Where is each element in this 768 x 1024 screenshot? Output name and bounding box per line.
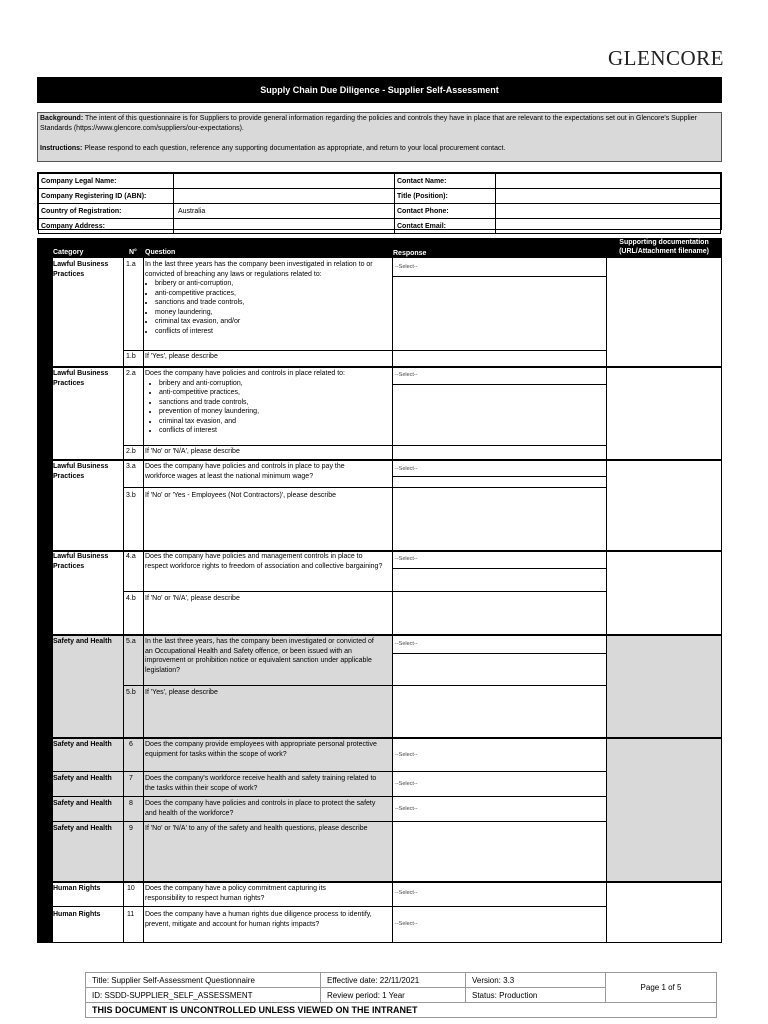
questionnaire-grid	[37, 238, 722, 943]
intro-box	[37, 112, 722, 162]
company-address-field[interactable]	[174, 219, 395, 234]
number-q5a: 5.a	[126, 638, 136, 645]
contact-name-label: Contact Name:	[395, 174, 496, 189]
question-q6: Does the company provide employees with appropriate personal protective equipment for tasks within the scope of work?	[145, 741, 377, 758]
title-position-field[interactable]	[496, 189, 721, 204]
supporting-doc-q1[interactable]	[607, 259, 721, 366]
number-q1a: 1.a	[126, 261, 136, 268]
response-select-q3a[interactable]: --Select--	[395, 466, 418, 472]
category-q6: Safety and Health	[53, 741, 112, 748]
footer-effective-date: Effective date: 22/11/2021	[321, 973, 466, 988]
country-field[interactable]: Australia	[174, 204, 395, 219]
question-q8: Does the company have policies and controls in place to protect the safety and health of the workforce?	[145, 800, 376, 817]
glencore-logo: GLENCORE	[608, 46, 724, 70]
footer-title: Title: Supplier Self-Assessment Questionnaire	[86, 973, 321, 988]
title-position-label: Title (Position):	[395, 189, 496, 204]
q2a-bullet-list: • bribery and anti-corruption, • anti-competitive practices, • sanctions and trade controls, • prevention of money laundering, • criminal tax evasion, and • conflicts of interest	[145, 379, 391, 436]
response-select-q2a[interactable]: --Select--	[395, 372, 418, 378]
response-text-q4b[interactable]	[393, 569, 606, 634]
question-q1a: In the last three years has the company been investigated in relation to or convicted of breaching any laws or regulations related to: • bribery or anti-corruption, • anti-competitive practices, • sanctions and trade controls, • money laundering, • criminal tax evasion, and/or • conflicts of interest	[145, 260, 391, 336]
response-select-q11[interactable]: --Select--	[395, 921, 418, 927]
number-q5b: 5.b	[126, 689, 136, 696]
question-q2a: Does the company have policies and controls in place related to: • bribery and anti-corruption, • anti-competitive practices, • sanctions and trade controls, • prevention of money laundering, • criminal tax evasion, and • conflicts of interest	[145, 369, 391, 436]
document-title: Supply Chain Due Diligence - Supplier Self-Assessment	[37, 77, 722, 103]
supporting-doc-q10-q11[interactable]	[607, 883, 721, 942]
number-q1b: 1.b	[126, 353, 136, 360]
response-select-q10[interactable]: --Select--	[395, 890, 418, 896]
category-q7: Safety and Health	[53, 775, 112, 782]
header-supporting-documentation: Supporting documentation (URL/Attachment filename)	[619, 239, 709, 255]
question-q1b: If 'Yes', please describe	[145, 353, 218, 360]
question-q4a: Does the company have policies and management controls in place to respect workforce rights to freedom of association and collective bargaining?	[145, 553, 383, 570]
question-q4b: If 'No' or 'N/A', please describe	[145, 595, 240, 602]
supporting-doc-q2[interactable]	[607, 368, 721, 459]
category-q5: Safety and Health	[53, 638, 112, 645]
instructions-paragraph: Instructions: Please respond to each question, reference any supporting documentation as appropriate, and return to your local procurement contact.	[40, 145, 506, 152]
category-q3: Lawful Business Practices	[53, 463, 109, 480]
number-q11: 11	[127, 911, 135, 918]
number-q2a: 2.a	[126, 370, 136, 377]
company-address-label: Company Address:	[39, 219, 174, 234]
question-q5a: In the last three years, has the company been investigated or convicted of an Occupational Health and Safety offence, or been issued with an improvement or prohibition notice or equivalent sanction under applicable legislation?	[145, 638, 374, 674]
category-q8: Safety and Health	[53, 800, 112, 807]
header-number: N°	[129, 249, 137, 256]
document-footer	[85, 972, 717, 1017]
supporting-doc-q5[interactable]	[607, 636, 721, 737]
q1a-bullet-list: • bribery or anti-corruption, • anti-competitive practices, • sanctions and trade controls, • money laundering, • criminal tax evasion, and/or • conflicts of interest	[145, 279, 391, 336]
question-q3b: If 'No' or 'Yes - Employees (Not Contractors)', please describe	[145, 492, 337, 499]
supporting-doc-q3[interactable]	[607, 461, 721, 550]
response-select-q1a[interactable]: --Select--	[395, 264, 418, 270]
response-text-q3b[interactable]	[393, 477, 606, 550]
background-paragraph: Background: The intent of this questionnaire is for Suppliers to provide general information regarding the policies and controls they have in place that are relevant to the expectations set out in Glencore's Supplier Standards (https://www.glencore.com/suppliers/our-expectations).	[40, 115, 697, 132]
number-q9: 9	[129, 825, 133, 832]
footer-review-period: Review period: 1 Year	[321, 988, 466, 1003]
supporting-doc-q4[interactable]	[607, 552, 721, 634]
response-text-q1b[interactable]	[393, 277, 606, 366]
contact-email-field[interactable]	[496, 219, 721, 234]
question-q10: Does the company have a policy commitment capturing its responsibility to respect human rights?	[145, 885, 326, 902]
response-text-q9[interactable]	[393, 822, 606, 881]
contact-phone-label: Contact Phone:	[395, 204, 496, 219]
supporting-doc-q6-q9[interactable]	[607, 738, 721, 881]
company-legal-name-label: Company Legal Name:	[39, 174, 174, 189]
category-q10: Human Rights	[53, 885, 101, 892]
question-q3a: Does the company have policies and controls in place to pay the workforce wages at least the national minimum wage?	[145, 463, 345, 480]
number-q6: 6	[129, 741, 133, 748]
number-q4a: 4.a	[126, 553, 136, 560]
footer-version: Version: 3.3	[466, 973, 606, 988]
response-select-q6[interactable]: --Select--	[395, 752, 418, 758]
country-label: Country of Registration:	[39, 204, 174, 219]
response-text-q5b[interactable]	[393, 654, 606, 737]
contact-name-field[interactable]	[496, 174, 721, 189]
company-registering-id-field[interactable]	[174, 189, 395, 204]
header-response: Response	[393, 250, 427, 257]
number-q10: 10	[127, 885, 135, 892]
footer-status: Status: Production	[466, 988, 606, 1003]
company-legal-name-field[interactable]	[174, 174, 395, 189]
response-select-q7[interactable]: --Select--	[395, 781, 418, 787]
footer-uncontrolled-notice: THIS DOCUMENT IS UNCONTROLLED UNLESS VIEWED ON THE INTRANET	[86, 1003, 717, 1018]
header-question: Question	[145, 249, 176, 256]
response-select-q8[interactable]: --Select--	[395, 806, 418, 812]
category-q2: Lawful Business Practices	[53, 370, 109, 387]
question-q5b: If 'Yes', please describe	[145, 689, 218, 696]
footer-page-number: Page 1 of 5	[606, 973, 717, 1003]
question-q11: Does the company have a human rights due diligence process to identify, prevent, mitigate and account for human rights impacts?	[145, 911, 372, 928]
response-select-q5a[interactable]: --Select--	[395, 641, 418, 647]
number-q3b: 3.b	[126, 492, 136, 499]
number-q4b: 4.b	[126, 595, 136, 602]
question-q7: Does the company's workforce receive health and safety training related to the tasks within their scope of work?	[145, 775, 377, 792]
contact-email-label: Contact Email:	[395, 219, 496, 234]
response-select-q4a[interactable]: --Select--	[395, 556, 418, 562]
category-q1: Lawful Business Practices	[53, 261, 109, 278]
company-registering-id-label: Company Registering ID (ABN):	[39, 189, 174, 204]
category-q11: Human Rights	[53, 911, 101, 918]
response-text-q2b[interactable]	[393, 385, 606, 459]
company-info-table	[37, 172, 722, 230]
header-category: Category	[53, 249, 84, 256]
footer-id: ID: SSDD-SUPPLIER_SELF_ASSESSMENT	[86, 988, 321, 1003]
question-q2b: If 'No' or 'N/A', please describe	[145, 448, 240, 455]
question-q9: If 'No' or 'N/A' to any of the safety and health questions, please describe	[145, 825, 368, 832]
number-q7: 7	[129, 775, 133, 782]
number-q2b: 2.b	[126, 448, 136, 455]
number-q3a: 3.a	[126, 463, 136, 470]
contact-phone-field[interactable]	[496, 204, 721, 219]
number-q8: 8	[129, 800, 133, 807]
category-q9: Safety and Health	[53, 825, 112, 832]
category-q4: Lawful Business Practices	[53, 553, 109, 570]
